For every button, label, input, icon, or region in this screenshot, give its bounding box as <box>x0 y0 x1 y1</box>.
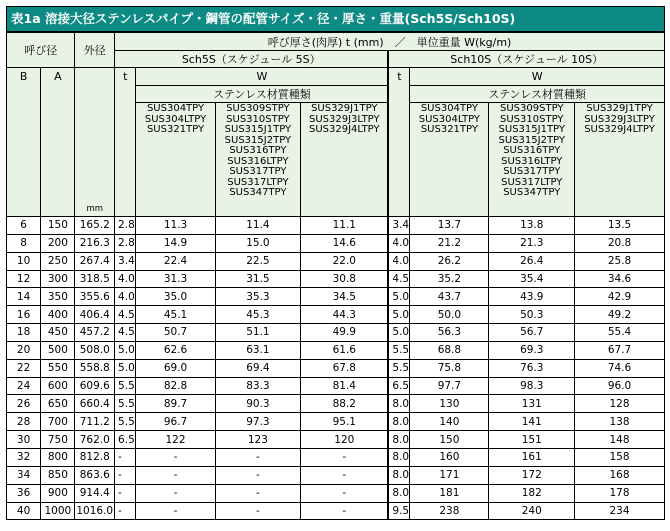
table-row <box>7 306 665 324</box>
grade-label: SUS329J1TPY <box>586 103 653 114</box>
cell-sch5s-t: 4.5 <box>115 324 136 342</box>
cell-sch5s-t: 2.8 <box>115 234 136 252</box>
cell-sch5s-w-316: 51.1 <box>215 324 301 342</box>
cell-sch10s-w-304: 68.8 <box>410 341 489 359</box>
cell-sch5s-w-329: 88.2 <box>301 395 389 413</box>
grade-label: SUS317LTPY <box>501 176 563 188</box>
grade-label: SUS304TPY <box>146 103 205 114</box>
header-sch10s-w: W <box>410 68 665 86</box>
cell-sch5s-w-304: 35.0 <box>136 288 215 306</box>
cell-sch10s-t: 8.0 <box>388 448 409 466</box>
cell-sch5s-w-304: 62.6 <box>136 341 215 359</box>
sch5s-grade-group-1 <box>136 103 215 217</box>
cell-sch5s-w-316: - <box>215 466 301 484</box>
cell-sch10s-w-329: 55.4 <box>575 324 665 342</box>
cell-sch10s-w-329: 49.2 <box>575 306 665 324</box>
cell-outer-diameter: 457.2 <box>75 324 115 342</box>
cell-sch10s-w-316: 182 <box>489 484 575 502</box>
table-row <box>7 252 665 270</box>
table-row <box>7 288 665 306</box>
cell-size-a: 250 <box>41 252 75 270</box>
grade-label: SUS317LTPY <box>227 176 289 188</box>
cell-sch5s-w-316: - <box>215 502 301 520</box>
grade-label: SUS304TPY <box>420 103 478 114</box>
cell-sch5s-t: 4.0 <box>115 288 136 306</box>
table-row <box>7 395 665 413</box>
cell-sch5s-w-304: 82.8 <box>136 377 215 395</box>
grade-label: SUS317TPY <box>503 166 561 177</box>
cell-size-b: 6 <box>7 217 41 235</box>
grade-label: SUS317TPY <box>229 166 287 177</box>
cell-outer-diameter: 318.5 <box>75 270 115 288</box>
cell-sch10s-t: 5.0 <box>388 324 409 342</box>
cell-sch5s-w-316: 83.3 <box>215 377 301 395</box>
cell-sch5s-w-329: 95.1 <box>301 413 389 431</box>
cell-sch5s-w-316: 15.0 <box>215 234 301 252</box>
cell-sch5s-w-316: 35.3 <box>215 288 301 306</box>
cell-sch10s-w-329: 234 <box>575 502 665 520</box>
cell-sch5s-w-316: 97.3 <box>215 413 301 431</box>
grade-label: SUS304LTPY <box>418 113 481 125</box>
cell-sch5s-w-329: 67.8 <box>301 359 389 377</box>
table-row <box>7 270 665 288</box>
cell-sch10s-w-316: 13.8 <box>489 217 575 235</box>
header-sch10s-material: ステンレス材質種類 <box>410 86 665 103</box>
cell-sch10s-w-329: 148 <box>575 431 665 449</box>
cell-sch10s-t: 8.0 <box>388 413 409 431</box>
cell-sch10s-w-329: 25.8 <box>575 252 665 270</box>
cell-sch5s-w-329: - <box>301 448 389 466</box>
cell-sch10s-w-316: 98.3 <box>489 377 575 395</box>
cell-sch10s-t: 8.0 <box>388 431 409 449</box>
cell-sch10s-t: 6.5 <box>388 377 409 395</box>
cell-sch5s-w-316: 63.1 <box>215 341 301 359</box>
cell-size-a: 300 <box>41 270 75 288</box>
cell-outer-diameter: 660.4 <box>75 395 115 413</box>
cell-sch10s-w-316: 56.7 <box>489 324 575 342</box>
cell-sch10s-w-304: 43.7 <box>410 288 489 306</box>
header-sch10s: Sch10S（スケジュール 10S） <box>388 51 664 68</box>
table-header <box>7 33 665 217</box>
grade-label: SUS304LTPY <box>144 113 207 125</box>
table-row <box>7 448 665 466</box>
cell-sch5s-w-329: 30.8 <box>301 270 389 288</box>
cell-outer-diameter: 609.6 <box>75 377 115 395</box>
cell-sch5s-w-304: - <box>136 466 215 484</box>
cell-sch10s-w-329: 42.9 <box>575 288 665 306</box>
cell-sch10s-w-304: 160 <box>410 448 489 466</box>
cell-sch10s-w-316: 131 <box>489 395 575 413</box>
cell-sch5s-w-304: 50.7 <box>136 324 215 342</box>
grade-label: SUS329J4LTPY <box>308 124 380 135</box>
cell-sch10s-w-304: 75.8 <box>410 359 489 377</box>
cell-size-b: 20 <box>7 341 41 359</box>
grade-label: SUS316LTPY <box>501 155 563 167</box>
cell-sch10s-w-316: 43.9 <box>489 288 575 306</box>
grade-label: SUS310STPY <box>226 113 290 125</box>
cell-sch10s-w-304: 238 <box>410 502 489 520</box>
sch5s-grade-group-2 <box>215 103 301 217</box>
cell-sch5s-w-316: - <box>215 448 301 466</box>
cell-size-a: 800 <box>41 448 75 466</box>
table-row <box>7 217 665 235</box>
cell-sch5s-w-316: 22.5 <box>215 252 301 270</box>
cell-sch5s-t: 4.5 <box>115 306 136 324</box>
cell-size-b: 30 <box>7 431 41 449</box>
header-unit-mm: mm <box>75 68 115 217</box>
cell-sch10s-t: 8.0 <box>388 466 409 484</box>
cell-size-b: 22 <box>7 359 41 377</box>
cell-sch5s-w-329: 61.6 <box>301 341 389 359</box>
sch10s-grade-group-2 <box>489 103 575 217</box>
cell-size-b: 12 <box>7 270 41 288</box>
table-title: 表1a 溶接大径ステンレスパイプ・鋼管の配管サイズ・径・厚さ・重量(Sch5S/Sch10S) <box>6 6 665 32</box>
cell-size-b: 32 <box>7 448 41 466</box>
cell-sch5s-w-304: 45.1 <box>136 306 215 324</box>
cell-sch5s-w-304: 22.4 <box>136 252 215 270</box>
cell-sch10s-w-316: 161 <box>489 448 575 466</box>
cell-sch5s-w-316: 11.4 <box>215 217 301 235</box>
grade-label: SUS315J1TPY <box>224 124 292 135</box>
grade-label: SUS309STPY <box>500 103 564 114</box>
cell-outer-diameter: 812.8 <box>75 448 115 466</box>
cell-sch10s-w-304: 35.2 <box>410 270 489 288</box>
cell-sch10s-w-329: 20.8 <box>575 234 665 252</box>
header-sch5s: Sch5S（スケジュール 5S） <box>115 51 389 68</box>
cell-size-a: 650 <box>41 395 75 413</box>
cell-sch5s-t: 6.5 <box>115 431 136 449</box>
header-sch5s-t: t <box>115 68 136 217</box>
header-sch10s-t: t <box>388 68 409 217</box>
cell-sch5s-t: 5.5 <box>115 413 136 431</box>
cell-sch5s-t: 5.5 <box>115 395 136 413</box>
header-nominal: 呼び径 <box>7 33 75 68</box>
cell-sch5s-w-329: 81.4 <box>301 377 389 395</box>
cell-size-a: 600 <box>41 377 75 395</box>
cell-sch10s-w-304: 130 <box>410 395 489 413</box>
cell-sch10s-w-304: 50.0 <box>410 306 489 324</box>
cell-sch10s-w-304: 26.2 <box>410 252 489 270</box>
cell-outer-diameter: 914.4 <box>75 484 115 502</box>
cell-sch10s-w-304: 21.2 <box>410 234 489 252</box>
cell-size-b: 18 <box>7 324 41 342</box>
cell-sch5s-w-329: - <box>301 466 389 484</box>
cell-sch10s-t: 4.0 <box>388 234 409 252</box>
sch10s-grade-group-3 <box>575 103 665 217</box>
cell-sch10s-w-316: 151 <box>489 431 575 449</box>
cell-size-b: 26 <box>7 395 41 413</box>
cell-sch5s-w-316: 90.3 <box>215 395 301 413</box>
cell-outer-diameter: 711.2 <box>75 413 115 431</box>
cell-size-b: 36 <box>7 484 41 502</box>
grade-label: SUS329J3LTPY <box>584 113 655 125</box>
cell-size-a: 450 <box>41 324 75 342</box>
cell-sch5s-w-304: 96.7 <box>136 413 215 431</box>
cell-sch10s-w-304: 171 <box>410 466 489 484</box>
cell-sch10s-w-304: 181 <box>410 484 489 502</box>
cell-sch10s-w-316: 172 <box>489 466 575 484</box>
table-row <box>7 234 665 252</box>
cell-size-a: 200 <box>41 234 75 252</box>
cell-outer-diameter: 267.4 <box>75 252 115 270</box>
table-row <box>7 377 665 395</box>
cell-sch10s-t: 4.5 <box>388 270 409 288</box>
cell-sch10s-t: 5.5 <box>388 359 409 377</box>
grade-label: SUS347TPY <box>229 187 287 198</box>
grade-label: SUS315J2TPY <box>498 134 565 146</box>
cell-sch10s-w-304: 56.3 <box>410 324 489 342</box>
cell-sch5s-t: 5.0 <box>115 359 136 377</box>
cell-sch10s-w-316: 50.3 <box>489 306 575 324</box>
cell-sch5s-w-316: 31.5 <box>215 270 301 288</box>
cell-sch5s-w-329: - <box>301 502 389 520</box>
header-col-a: A <box>41 68 75 217</box>
cell-outer-diameter: 508.0 <box>75 341 115 359</box>
cell-sch5s-w-329: 49.9 <box>301 324 389 342</box>
table-row <box>7 341 665 359</box>
cell-sch5s-w-304: 122 <box>136 431 215 449</box>
table-row <box>7 431 665 449</box>
pipe-spec-table <box>6 32 665 520</box>
cell-size-a: 900 <box>41 484 75 502</box>
cell-size-b: 40 <box>7 502 41 520</box>
cell-sch5s-t: 3.4 <box>115 252 136 270</box>
grade-label: SUS321TPY <box>420 124 478 135</box>
cell-size-b: 14 <box>7 288 41 306</box>
cell-outer-diameter: 863.6 <box>75 466 115 484</box>
cell-sch5s-w-329: 14.6 <box>301 234 389 252</box>
cell-sch10s-w-304: 13.7 <box>410 217 489 235</box>
cell-sch10s-t: 5.5 <box>388 341 409 359</box>
header-sch5s-material: ステンレス材質種類 <box>136 86 388 103</box>
cell-sch10s-w-316: 26.4 <box>489 252 575 270</box>
cell-sch10s-w-329: 74.6 <box>575 359 665 377</box>
cell-size-a: 550 <box>41 359 75 377</box>
cell-size-a: 1000 <box>41 502 75 520</box>
cell-sch10s-w-304: 140 <box>410 413 489 431</box>
cell-sch10s-t: 3.4 <box>388 217 409 235</box>
cell-sch5s-w-304: - <box>136 484 215 502</box>
cell-sch5s-w-304: 14.9 <box>136 234 215 252</box>
sch5s-grade-group-3 <box>301 103 389 217</box>
cell-outer-diameter: 406.4 <box>75 306 115 324</box>
cell-sch10s-w-329: 158 <box>575 448 665 466</box>
cell-size-a: 400 <box>41 306 75 324</box>
cell-sch5s-w-316: 123 <box>215 431 301 449</box>
cell-outer-diameter: 165.2 <box>75 217 115 235</box>
cell-sch10s-t: 5.0 <box>388 288 409 306</box>
cell-sch5s-t: - <box>115 448 136 466</box>
cell-size-b: 28 <box>7 413 41 431</box>
pipe-spec-sheet <box>6 6 665 520</box>
cell-outer-diameter: 1016.0 <box>75 502 115 520</box>
cell-sch10s-w-316: 21.3 <box>489 234 575 252</box>
cell-sch5s-w-304: 69.0 <box>136 359 215 377</box>
header-thickness-weight: 呼び厚さ(肉厚) t (mm) ／ 単位重量 W(kg/m) <box>115 33 665 51</box>
table-row <box>7 413 665 431</box>
cell-sch5s-t: 2.8 <box>115 217 136 235</box>
cell-sch10s-t: 9.5 <box>388 502 409 520</box>
cell-sch5s-w-304: - <box>136 448 215 466</box>
cell-size-b: 8 <box>7 234 41 252</box>
cell-size-a: 850 <box>41 466 75 484</box>
grade-label: SUS329J3LTPY <box>308 113 380 125</box>
grade-label: SUS321TPY <box>146 124 205 135</box>
cell-size-a: 750 <box>41 431 75 449</box>
cell-sch5s-t: - <box>115 502 136 520</box>
table-row <box>7 324 665 342</box>
cell-sch10s-w-316: 35.4 <box>489 270 575 288</box>
cell-sch10s-t: 4.0 <box>388 252 409 270</box>
cell-sch5s-w-304: 11.3 <box>136 217 215 235</box>
cell-sch5s-w-329: - <box>301 484 389 502</box>
cell-sch5s-w-316: 69.4 <box>215 359 301 377</box>
table-body <box>7 217 665 520</box>
cell-sch5s-t: 5.5 <box>115 377 136 395</box>
cell-size-b: 24 <box>7 377 41 395</box>
grade-label: SUS316TPY <box>503 145 561 156</box>
header-sch5s-w: W <box>136 68 388 86</box>
cell-size-b: 10 <box>7 252 41 270</box>
cell-sch5s-w-329: 34.5 <box>301 288 389 306</box>
cell-sch10s-w-329: 34.6 <box>575 270 665 288</box>
grade-label: SUS315J2TPY <box>224 134 292 146</box>
table-row <box>7 484 665 502</box>
grade-label: SUS315J1TPY <box>498 124 565 135</box>
header-col-b: B <box>7 68 41 217</box>
cell-sch10s-w-329: 138 <box>575 413 665 431</box>
cell-outer-diameter: 355.6 <box>75 288 115 306</box>
cell-sch10s-t: 8.0 <box>388 484 409 502</box>
cell-sch5s-w-316: 45.3 <box>215 306 301 324</box>
cell-sch5s-w-329: 120 <box>301 431 389 449</box>
table-row <box>7 502 665 520</box>
cell-size-a: 350 <box>41 288 75 306</box>
table-row <box>7 466 665 484</box>
table-row <box>7 359 665 377</box>
cell-sch10s-w-316: 76.3 <box>489 359 575 377</box>
cell-size-a: 150 <box>41 217 75 235</box>
cell-sch10s-t: 8.0 <box>388 395 409 413</box>
grade-label: SUS316TPY <box>229 145 287 156</box>
cell-sch10s-w-304: 150 <box>410 431 489 449</box>
cell-sch5s-w-329: 11.1 <box>301 217 389 235</box>
grade-label: SUS310STPY <box>500 113 564 125</box>
grade-label: SUS309STPY <box>226 103 290 114</box>
cell-sch10s-w-316: 141 <box>489 413 575 431</box>
cell-sch10s-w-329: 96.0 <box>575 377 665 395</box>
cell-size-b: 16 <box>7 306 41 324</box>
cell-outer-diameter: 762.0 <box>75 431 115 449</box>
cell-size-b: 34 <box>7 466 41 484</box>
header-outer-diameter: 外径 <box>75 33 115 68</box>
grade-label: SUS347TPY <box>503 187 561 198</box>
cell-sch10s-t: 5.0 <box>388 306 409 324</box>
cell-sch5s-t: - <box>115 484 136 502</box>
cell-sch10s-w-329: 128 <box>575 395 665 413</box>
cell-sch10s-w-329: 168 <box>575 466 665 484</box>
cell-sch5s-w-304: - <box>136 502 215 520</box>
cell-sch5s-w-304: 89.7 <box>136 395 215 413</box>
cell-sch10s-w-304: 97.7 <box>410 377 489 395</box>
cell-sch10s-w-329: 13.5 <box>575 217 665 235</box>
cell-sch5s-t: 5.0 <box>115 341 136 359</box>
grade-label: SUS316LTPY <box>227 155 289 167</box>
cell-outer-diameter: 216.3 <box>75 234 115 252</box>
cell-sch10s-w-316: 69.3 <box>489 341 575 359</box>
cell-outer-diameter: 558.8 <box>75 359 115 377</box>
cell-sch10s-w-329: 178 <box>575 484 665 502</box>
cell-sch10s-w-329: 67.7 <box>575 341 665 359</box>
cell-size-a: 500 <box>41 341 75 359</box>
grade-label: SUS329J1TPY <box>311 103 378 114</box>
cell-sch5s-w-304: 31.3 <box>136 270 215 288</box>
cell-size-a: 700 <box>41 413 75 431</box>
cell-sch5s-w-329: 44.3 <box>301 306 389 324</box>
cell-sch5s-t: - <box>115 466 136 484</box>
cell-sch5s-w-329: 22.0 <box>301 252 389 270</box>
cell-sch5s-w-316: - <box>215 484 301 502</box>
sch10s-grade-group-1 <box>410 103 489 217</box>
cell-sch5s-t: 4.0 <box>115 270 136 288</box>
cell-sch10s-w-316: 240 <box>489 502 575 520</box>
grade-label: SUS329J4LTPY <box>584 124 655 135</box>
